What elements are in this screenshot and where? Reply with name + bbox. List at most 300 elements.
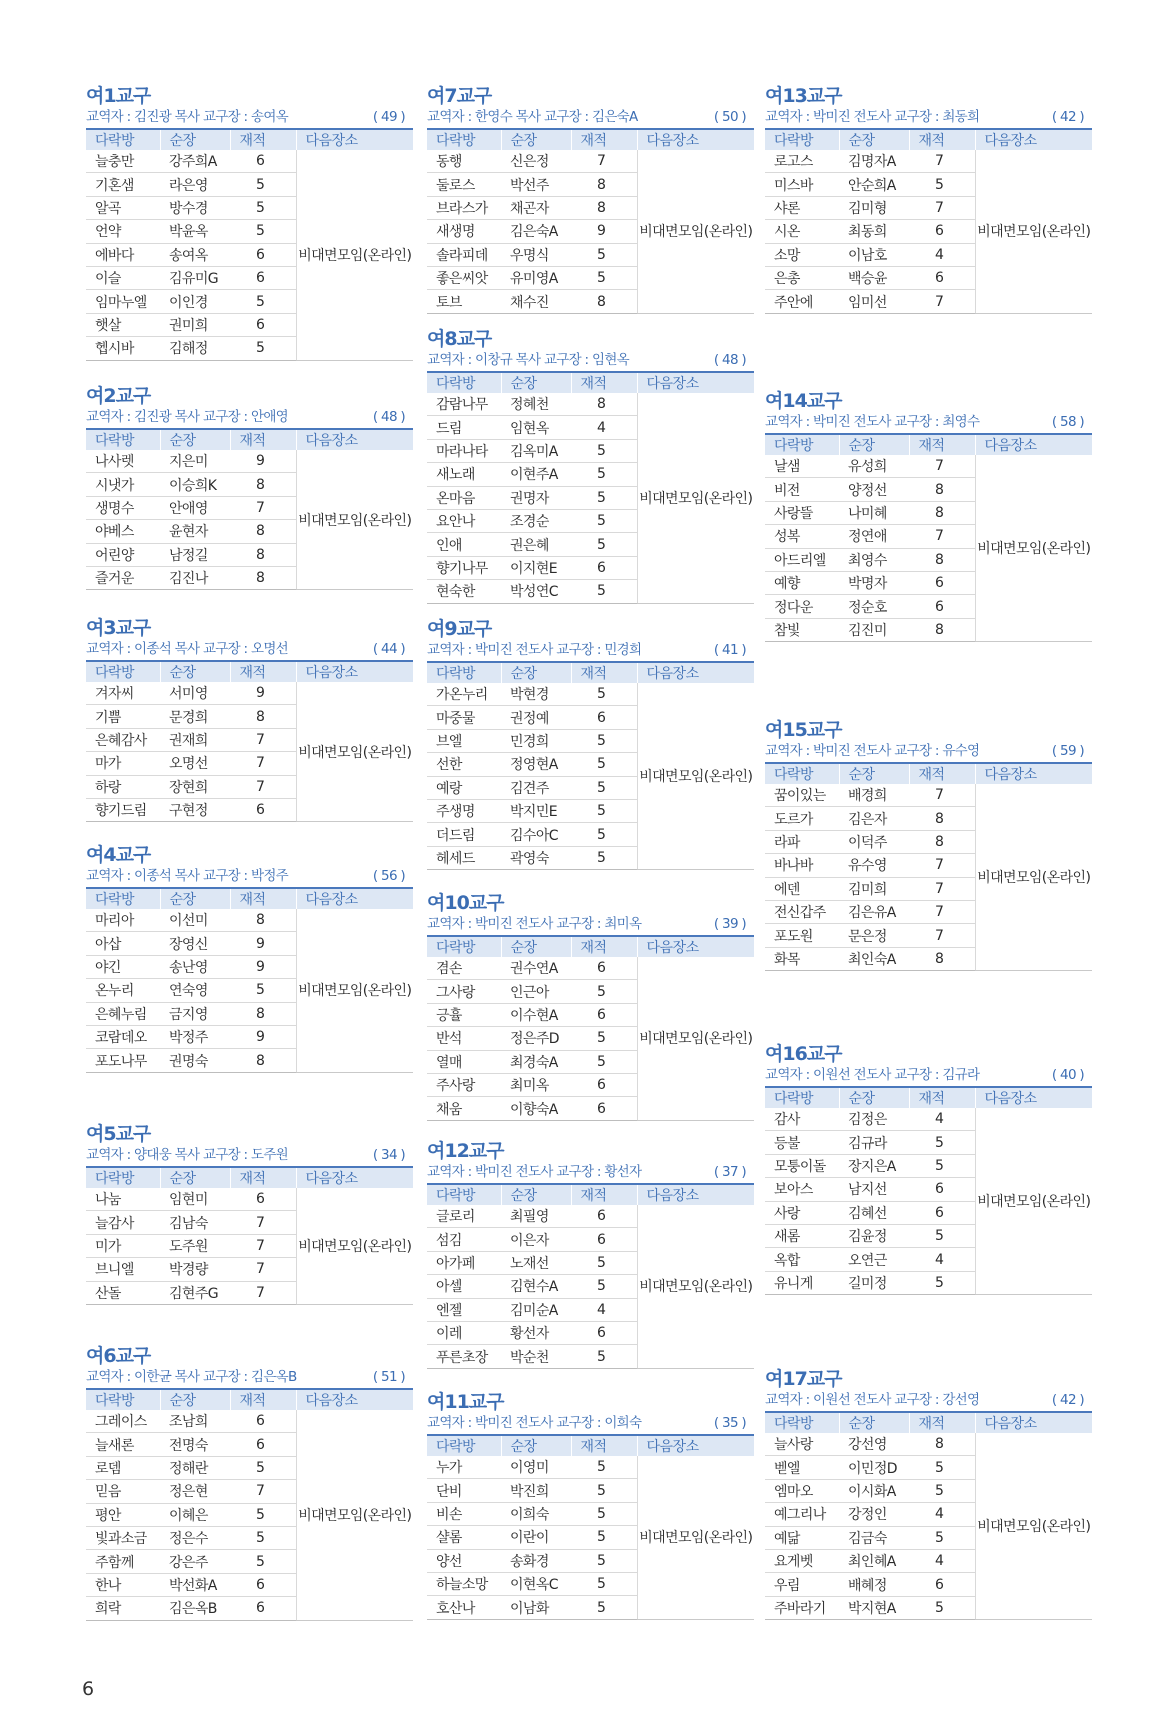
darakbang-name: 한나 (86, 1573, 160, 1596)
darakbang-name: 누가 (427, 1456, 501, 1479)
header-leader: 순장 (160, 888, 230, 909)
header-members: 재적 (571, 372, 637, 393)
table-row (765, 1433, 1092, 1456)
member-count: ( 40 ) (1051, 1067, 1084, 1083)
member-number: 5 (230, 337, 296, 360)
darakbang-name: 헤세드 (427, 846, 501, 869)
member-number: 5 (571, 1502, 637, 1525)
member-number: 5 (571, 1050, 637, 1073)
member-number: 6 (909, 266, 975, 289)
darakbang-name: 산돌 (86, 1281, 160, 1304)
member-number: 7 (230, 1211, 296, 1234)
table-header-row (86, 129, 413, 150)
member-number: 7 (909, 784, 975, 807)
darakbang-name: 소망 (765, 243, 839, 266)
member-number: 6 (571, 1073, 637, 1096)
leader-name: 노재선 (501, 1251, 571, 1274)
darakbang-name: 늘감사 (86, 1211, 160, 1234)
header-leader: 순장 (501, 1435, 571, 1456)
member-number: 7 (230, 496, 296, 519)
member-number: 6 (909, 595, 975, 618)
header-next-place: 다음장소 (296, 429, 413, 450)
header-darakbang: 다락방 (427, 936, 501, 957)
member-number: 9 (230, 955, 296, 978)
leader-name: 이수현A (501, 1003, 571, 1026)
leader-name: 신은정 (501, 150, 571, 173)
member-number: 8 (230, 705, 296, 728)
leader-name: 권명숙 (160, 1049, 230, 1072)
district-info (427, 1414, 754, 1433)
header-leader: 순장 (839, 434, 909, 455)
leader-name: 김견주 (501, 776, 571, 799)
member-count: ( 58 ) (1051, 414, 1084, 430)
member-number: 8 (230, 1049, 296, 1072)
header-members: 재적 (909, 763, 975, 784)
leader-name: 최필영 (501, 1205, 571, 1228)
table-header-row (427, 662, 754, 683)
district-block (86, 1122, 413, 1305)
header-leader: 순장 (839, 129, 909, 150)
member-number: 8 (230, 566, 296, 589)
table-row (765, 455, 1092, 478)
table-row (86, 450, 413, 473)
leader-name: 이승희K (160, 473, 230, 496)
leader-name: 방수경 (160, 196, 230, 219)
district-block (765, 84, 1092, 314)
darakbang-name: 기쁨 (86, 705, 160, 728)
header-next-place: 다음장소 (975, 763, 1092, 784)
district-title: 여14교구 (765, 390, 842, 412)
member-number: 7 (230, 1281, 296, 1304)
header-next-place: 다음장소 (637, 662, 754, 683)
header-members: 재적 (230, 1167, 296, 1188)
leader-name: 이인경 (160, 290, 230, 313)
header-leader: 순장 (160, 1167, 230, 1188)
header-leader: 순장 (160, 129, 230, 150)
leader-name: 유수영 (839, 854, 909, 877)
darakbang-name: 로뎀 (86, 1456, 160, 1479)
staff-info: 교역자 : 박미진 전도사 교구장 : 최동희 (765, 109, 980, 125)
leader-name: 김해정 (160, 337, 230, 360)
header-next-place: 다음장소 (975, 1412, 1092, 1433)
leader-name: 안순희A (839, 173, 909, 196)
leader-name: 김규라 (839, 1131, 909, 1154)
darakbang-name: 옥합 (765, 1248, 839, 1271)
leader-name: 장지은A (839, 1154, 909, 1177)
member-number: 5 (571, 266, 637, 289)
leader-name: 남지선 (839, 1178, 909, 1201)
district-title: 여15교구 (765, 719, 842, 741)
member-number: 5 (571, 799, 637, 822)
darakbang-name: 이슬 (86, 266, 160, 289)
next-place: 비대면모임(온라인) (637, 150, 754, 313)
darakbang-name: 도르가 (765, 807, 839, 830)
staff-info: 교역자 : 김진광 목사 교구장 : 안애영 (86, 409, 289, 425)
member-number: 4 (909, 1503, 975, 1526)
district-block (86, 84, 413, 361)
member-number: 7 (230, 1480, 296, 1503)
leader-name: 권정예 (501, 706, 571, 729)
member-number: 5 (230, 1550, 296, 1573)
next-place: 비대면모임(온라인) (637, 1456, 754, 1619)
leader-name: 서미영 (160, 682, 230, 705)
member-number: 6 (909, 1201, 975, 1224)
table-header-row (427, 372, 754, 393)
darakbang-name: 긍휼 (427, 1003, 501, 1026)
darakbang-name: 요게벳 (765, 1549, 839, 1572)
header-darakbang: 다락방 (86, 429, 160, 450)
district-table (765, 433, 1092, 642)
darakbang-name: 겨자씨 (86, 682, 160, 705)
member-number: 8 (909, 618, 975, 641)
member-number: 7 (571, 150, 637, 173)
table-header-row (765, 1412, 1092, 1433)
leader-name: 강선영 (839, 1433, 909, 1456)
district-info (86, 408, 413, 427)
member-number: 5 (909, 1479, 975, 1502)
district-table (765, 1411, 1092, 1620)
member-count: ( 59 ) (1051, 743, 1084, 759)
member-number: 8 (230, 909, 296, 932)
next-place: 비대면모임(온라인) (975, 455, 1092, 642)
darakbang-name: 꿈이있는 (765, 784, 839, 807)
member-number: 6 (571, 1228, 637, 1251)
header-next-place: 다음장소 (296, 1167, 413, 1188)
district-table (86, 1388, 413, 1621)
leader-name: 정혜천 (501, 393, 571, 416)
header-members: 재적 (571, 936, 637, 957)
darakbang-name: 엔젤 (427, 1298, 501, 1321)
district-table (427, 935, 754, 1121)
darakbang-name: 둘로스 (427, 173, 501, 196)
darakbang-name: 예닮 (765, 1526, 839, 1549)
header-darakbang: 다락방 (427, 129, 501, 150)
leader-name: 최동희 (839, 220, 909, 243)
member-number: 5 (571, 580, 637, 603)
header-members: 재적 (230, 1389, 296, 1410)
member-number: 9 (230, 450, 296, 473)
darakbang-name: 온누리 (86, 979, 160, 1002)
header-darakbang: 다락방 (765, 434, 839, 455)
district-info (86, 1368, 413, 1387)
darakbang-name: 인애 (427, 533, 501, 556)
leader-name: 인근아 (501, 980, 571, 1003)
darakbang-name: 채움 (427, 1097, 501, 1120)
leader-name: 김수아C (501, 823, 571, 846)
leader-name: 이지현E (501, 556, 571, 579)
darakbang-name: 요안나 (427, 509, 501, 532)
staff-info: 교역자 : 이한균 목사 교구장 : 김은옥B (86, 1369, 297, 1385)
leader-name: 김미순A (501, 1298, 571, 1321)
darakbang-name: 좋은씨앗 (427, 266, 501, 289)
leader-name: 박선주 (501, 173, 571, 196)
darakbang-name: 아셀 (427, 1275, 501, 1298)
next-place: 비대면모임(온라인) (296, 150, 413, 360)
member-number: 4 (571, 416, 637, 439)
district-title: 여10교구 (427, 892, 504, 914)
darakbang-name: 주바라기 (765, 1596, 839, 1619)
darakbang-name: 글로리 (427, 1205, 501, 1228)
member-number: 4 (909, 1248, 975, 1271)
header-leader: 순장 (160, 661, 230, 682)
darakbang-name: 토브 (427, 290, 501, 313)
district-block (765, 1367, 1092, 1620)
member-number: 4 (909, 1549, 975, 1572)
leader-name: 장영신 (160, 932, 230, 955)
leader-name: 오명선 (160, 752, 230, 775)
district-block (427, 327, 754, 604)
district-block (765, 1042, 1092, 1295)
darakbang-name: 화목 (765, 947, 839, 970)
header-members: 재적 (571, 1184, 637, 1205)
member-number: 7 (909, 290, 975, 313)
member-number: 4 (909, 243, 975, 266)
header-next-place: 다음장소 (975, 1087, 1092, 1108)
darakbang-name: 바나바 (765, 854, 839, 877)
table-header-row (86, 429, 413, 450)
darakbang-name: 기혼샘 (86, 173, 160, 196)
leader-name: 문은정 (839, 924, 909, 947)
district-info (765, 413, 1092, 432)
leader-name: 김미형 (839, 196, 909, 219)
next-place: 비대면모임(온라인) (296, 1188, 413, 1304)
darakbang-name: 어린양 (86, 543, 160, 566)
leader-name: 강은주 (160, 1550, 230, 1573)
district-block (427, 617, 754, 870)
leader-name: 강주희A (160, 150, 230, 173)
darakbang-name: 주사랑 (427, 1073, 501, 1096)
member-number: 5 (571, 753, 637, 776)
member-number: 6 (230, 1573, 296, 1596)
member-number: 6 (230, 313, 296, 336)
darakbang-name: 포도나무 (86, 1049, 160, 1072)
member-number: 6 (571, 957, 637, 980)
table-row (427, 957, 754, 980)
darakbang-name: 라파 (765, 830, 839, 853)
header-members: 재적 (230, 429, 296, 450)
darakbang-name: 비전 (765, 478, 839, 501)
leader-name: 조경순 (501, 509, 571, 532)
member-number: 6 (909, 1573, 975, 1596)
district-block (86, 384, 413, 590)
member-number: 8 (571, 290, 637, 313)
leader-name: 최인숙A (839, 947, 909, 970)
member-number: 5 (571, 1456, 637, 1479)
leader-name: 임현미 (160, 1188, 230, 1211)
darakbang-name: 브라스가 (427, 196, 501, 219)
next-place: 비대면모임(온라인) (975, 150, 1092, 313)
district-table (86, 428, 413, 590)
header-darakbang: 다락방 (86, 1167, 160, 1188)
leader-name: 이혜은 (160, 1503, 230, 1526)
leader-name: 김현주G (160, 1281, 230, 1304)
district-table (86, 660, 413, 822)
darakbang-name: 임마누엘 (86, 290, 160, 313)
district-title: 여6교구 (86, 1345, 151, 1367)
staff-info: 교역자 : 박미진 전도사 교구장 : 최영수 (765, 414, 980, 430)
leader-name: 남정길 (160, 543, 230, 566)
leader-name: 최영수 (839, 548, 909, 571)
member-number: 5 (230, 196, 296, 219)
member-number: 7 (909, 525, 975, 548)
leader-name: 정순호 (839, 595, 909, 618)
table-row (86, 1188, 413, 1211)
header-next-place: 다음장소 (296, 1389, 413, 1410)
leader-name: 조남희 (160, 1410, 230, 1433)
header-members: 재적 (909, 1087, 975, 1108)
leader-name: 이민정D (839, 1456, 909, 1479)
leader-name: 박지현A (839, 1596, 909, 1619)
darakbang-name: 더드림 (427, 823, 501, 846)
darakbang-name: 새롬 (765, 1224, 839, 1247)
table-header-row (427, 1184, 754, 1205)
staff-info: 교역자 : 박미진 전도사 교구장 : 최미옥 (427, 916, 642, 932)
district-title: 여7교구 (427, 85, 492, 107)
district-title: 여17교구 (765, 1368, 842, 1390)
darakbang-name: 향기드림 (86, 798, 160, 821)
member-number: 5 (571, 439, 637, 462)
next-place: 비대면모임(온라인) (637, 393, 754, 603)
darakbang-name: 주안에 (765, 290, 839, 313)
member-number: 9 (571, 220, 637, 243)
darakbang-name: 평안 (86, 1503, 160, 1526)
darakbang-name: 우림 (765, 1573, 839, 1596)
member-number: 9 (230, 1025, 296, 1048)
header-leader: 순장 (160, 1389, 230, 1410)
darakbang-name: 정다운 (765, 595, 839, 618)
darakbang-name: 참빛 (765, 618, 839, 641)
darakbang-name: 성복 (765, 525, 839, 548)
leader-name: 이현주A (501, 463, 571, 486)
darakbang-name: 생명수 (86, 496, 160, 519)
staff-info: 교역자 : 양대웅 목사 교구장 : 도주원 (86, 1147, 289, 1163)
district-table (427, 1434, 754, 1620)
leader-name: 유미영A (501, 266, 571, 289)
page-number: 6 (82, 1678, 95, 1700)
district-info (427, 108, 754, 127)
district-title: 여16교구 (765, 1043, 842, 1065)
member-number: 7 (909, 196, 975, 219)
darakbang-name: 포도원 (765, 924, 839, 947)
member-number: 5 (571, 243, 637, 266)
member-number: 8 (571, 173, 637, 196)
staff-info: 교역자 : 이원선 전도사 교구장 : 김규라 (765, 1067, 980, 1083)
district-table (427, 371, 754, 604)
member-count: ( 51 ) (372, 1369, 405, 1385)
darakbang-name: 솔라피데 (427, 243, 501, 266)
table-row (427, 683, 754, 706)
darakbang-name: 시온 (765, 220, 839, 243)
leader-name: 안애영 (160, 496, 230, 519)
member-number: 5 (909, 1224, 975, 1247)
darakbang-name: 새노래 (427, 463, 501, 486)
leader-name: 이남화 (501, 1596, 571, 1619)
table-header-row (86, 1389, 413, 1410)
darakbang-name: 샬롬 (427, 1526, 501, 1549)
district-block (427, 1390, 754, 1620)
member-number: 5 (571, 1027, 637, 1050)
district-info (86, 867, 413, 886)
darakbang-name: 미가 (86, 1234, 160, 1257)
member-number: 5 (571, 980, 637, 1003)
darakbang-name: 엠마오 (765, 1479, 839, 1502)
member-number: 8 (571, 393, 637, 416)
leader-name: 나미혜 (839, 501, 909, 524)
darakbang-name: 푸른초장 (427, 1345, 501, 1368)
leader-name: 박지민E (501, 799, 571, 822)
darakbang-name: 가온누리 (427, 683, 501, 706)
leader-name: 이향숙A (501, 1097, 571, 1120)
leader-name: 김은유A (839, 900, 909, 923)
table-row (765, 784, 1092, 807)
darakbang-name: 호산나 (427, 1596, 501, 1619)
member-number: 8 (909, 548, 975, 571)
leader-name: 송화경 (501, 1549, 571, 1572)
header-leader: 순장 (839, 1087, 909, 1108)
leader-name: 채수진 (501, 290, 571, 313)
header-darakbang: 다락방 (86, 661, 160, 682)
darakbang-name: 열매 (427, 1050, 501, 1073)
leader-name: 우명식 (501, 243, 571, 266)
district-title: 여4교구 (86, 844, 151, 866)
leader-name: 임미선 (839, 290, 909, 313)
table-header-row (427, 1435, 754, 1456)
darakbang-name: 드림 (427, 416, 501, 439)
next-place: 비대면모임(온라인) (296, 1410, 413, 1620)
leader-name: 이남호 (839, 243, 909, 266)
member-number: 8 (230, 473, 296, 496)
member-number: 8 (230, 1002, 296, 1025)
darakbang-name: 미스바 (765, 173, 839, 196)
darakbang-name: 동행 (427, 150, 501, 173)
leader-name: 김은숙A (501, 220, 571, 243)
header-leader: 순장 (501, 129, 571, 150)
darakbang-name: 이레 (427, 1321, 501, 1344)
leader-name: 박정주 (160, 1025, 230, 1048)
leader-name: 장현희 (160, 775, 230, 798)
darakbang-name: 늘충만 (86, 150, 160, 173)
header-members: 재적 (230, 888, 296, 909)
district-title: 여13교구 (765, 85, 842, 107)
header-members: 재적 (571, 662, 637, 683)
district-block (86, 843, 413, 1073)
district-table (765, 762, 1092, 971)
table-row (86, 909, 413, 932)
member-number: 8 (909, 947, 975, 970)
header-next-place: 다음장소 (975, 129, 1092, 150)
member-number: 6 (230, 798, 296, 821)
district-info (427, 1163, 754, 1182)
header-next-place: 다음장소 (637, 372, 754, 393)
member-number: 5 (571, 533, 637, 556)
member-number: 8 (571, 196, 637, 219)
darakbang-name: 주생명 (427, 799, 501, 822)
header-members: 재적 (230, 129, 296, 150)
next-place: 비대면모임(온라인) (637, 957, 754, 1120)
member-number: 5 (571, 846, 637, 869)
staff-info: 교역자 : 박미진 전도사 교구장 : 이희숙 (427, 1415, 642, 1431)
district-info (765, 742, 1092, 761)
member-number: 5 (909, 1526, 975, 1549)
header-next-place: 다음장소 (637, 1435, 754, 1456)
member-number: 6 (571, 556, 637, 579)
leader-name: 이영미 (501, 1456, 571, 1479)
leader-name: 최인혜A (839, 1549, 909, 1572)
darakbang-name: 은총 (765, 266, 839, 289)
darakbang-name: 코람데오 (86, 1025, 160, 1048)
header-darakbang: 다락방 (86, 129, 160, 150)
leader-name: 정영현A (501, 753, 571, 776)
